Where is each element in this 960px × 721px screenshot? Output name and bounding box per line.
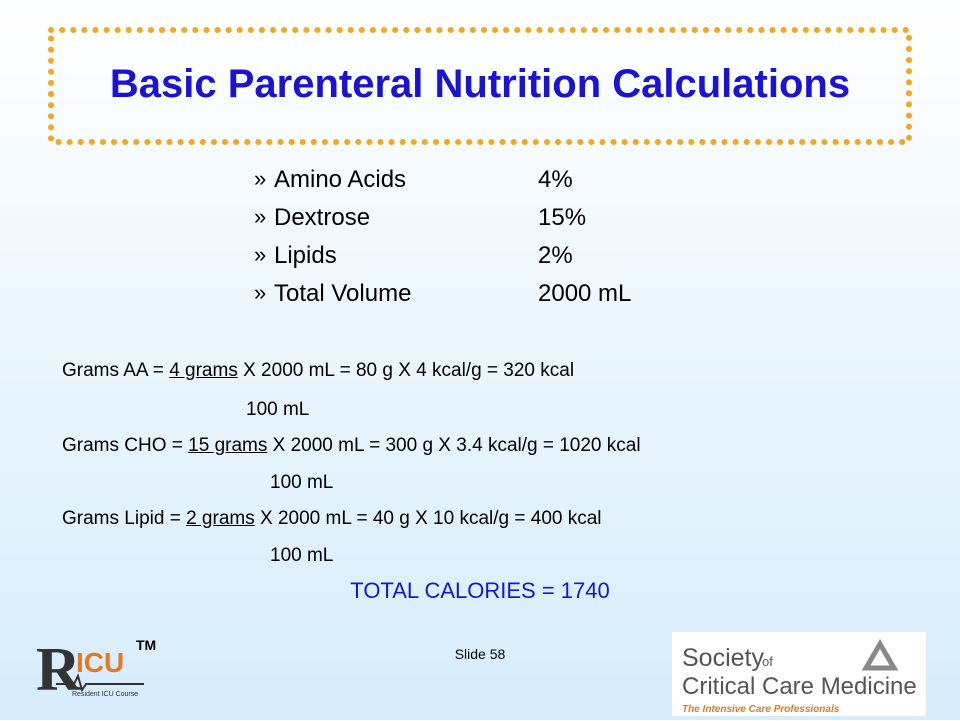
total-calories: TOTAL CALORIES = 1740	[350, 578, 610, 603]
bullet-icon: »	[254, 204, 267, 229]
calc-line-cho	[62, 435, 641, 457]
calc-denominator-lipid: 100 mL	[270, 545, 334, 566]
bullet-icon: »	[254, 242, 267, 267]
calc-numerator: 15 grams	[188, 435, 268, 456]
svg-text:Resident ICU Course: Resident ICU Course	[72, 691, 139, 698]
icu-course-logo	[34, 632, 164, 708]
calc-numerator: 4 grams	[169, 360, 238, 381]
ingredient-value: 4%	[538, 166, 573, 193]
ingredient-label: Lipids	[274, 242, 337, 269]
svg-text:TM: TM	[136, 637, 157, 653]
bullet-icon: »	[254, 166, 267, 191]
calc-denominator-aa: 100 mL	[246, 399, 310, 420]
calc-prefix: Grams Lipid =	[62, 508, 187, 529]
svg-text:of: of	[762, 654, 773, 669]
calc-line-aa	[62, 360, 574, 382]
slide-number: Slide 58	[454, 646, 506, 662]
ingredient-label: Amino Acids	[274, 166, 407, 193]
calc-result: X 2000 mL = 40 g X 10 kcal/g = 400 kcal	[254, 508, 602, 529]
svg-text:R: R	[36, 636, 81, 704]
calc-prefix: Grams CHO =	[62, 435, 189, 456]
ingredient-value: 2000 mL	[538, 280, 632, 307]
sccm-logo	[672, 632, 926, 716]
calc-result: X 2000 mL = 80 g X 4 kcal/g = 320 kcal	[237, 360, 575, 381]
svg-text:ICU: ICU	[76, 647, 125, 678]
calc-line-lipid	[62, 508, 602, 530]
bullet-icon: »	[254, 280, 267, 305]
svg-text:The Intensive Care Professiona: The Intensive Care Professionals	[682, 704, 840, 715]
calc-prefix: Grams AA =	[62, 360, 170, 381]
ingredient-value: 2%	[538, 242, 573, 269]
slide-title: Basic Parenteral Nutrition Calculations	[109, 62, 851, 106]
ingredient-value: 15%	[538, 204, 587, 231]
svg-text:Society: Society	[682, 644, 764, 672]
sccm-logo-graphic	[672, 632, 926, 716]
calc-denominator-cho: 100 mL	[270, 472, 334, 493]
ingredient-label: Dextrose	[274, 204, 371, 231]
icu-logo-graphic	[34, 632, 164, 708]
ingredient-label: Total Volume	[274, 280, 412, 307]
svg-text:Critical Care Medicine: Critical Care Medicine	[682, 673, 917, 700]
calc-numerator: 2 grams	[186, 508, 255, 529]
calc-result: X 2000 mL = 300 g X 3.4 kcal/g = 1020 kcal	[267, 435, 641, 456]
